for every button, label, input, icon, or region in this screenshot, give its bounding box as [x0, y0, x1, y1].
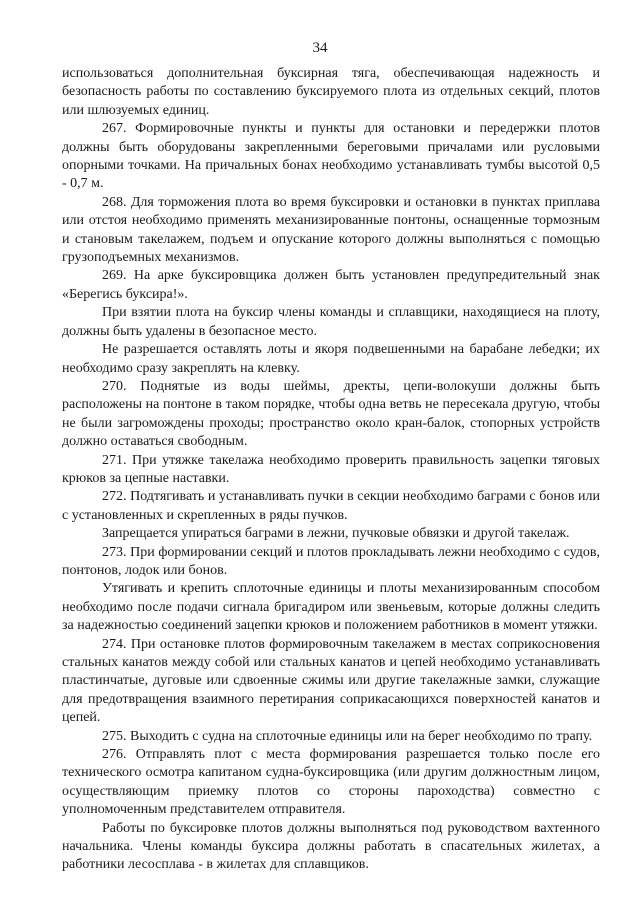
- paragraph-269-towing: При взятии плота на буксир члены команды и сплавщики, находящиеся на плоту, должны быть удалены в безопасное место.: [62, 305, 600, 339]
- paragraph-271: 271. При утяжке такелажа необходимо проверить правильность зацепки тяговых крюков за цепные наставки.: [62, 452, 600, 486]
- paragraph-270: 270. Поднятые из воды шеймы, дректы, цепи-волокуши должны быть расположены на понтоне в таком порядке, чтобы одна ветвь не пересекала другую, чтобы не были загромождены проходы; пространство около кран-балок, стопорных устройств должно оставаться свободным.: [62, 378, 600, 450]
- paragraph-272-prohibition: Запрещается упираться баграми в лежни, пучковые обвязки и другой такелаж.: [102, 526, 570, 542]
- paragraph-274: 274. При остановке плотов формировочным такелажем в местах соприкосновения стальных канатов между собой или стальных канатов и цепей необходимо устанавливать пластинчатые, дуговые или сдвоенные сжимы или другие такелажные замки, служащие для предотвращения взаимного перетирания соприкасающихся поверхностей канатов и цепей.: [62, 636, 600, 726]
- page-number: 34: [312, 40, 328, 56]
- paragraph-273-tightening: Утягивать и крепить сплоточные единицы и плоты механизированным способом необходимо после подачи сигнала бригадиром или звеньевым, которые должны следить за надежностью соединений зацепки крюков и положением работников в момент утяжки.: [62, 581, 600, 634]
- paragraph-275: 275. Выходить с судна на сплоточные единицы или на берег необходимо по трапу.: [102, 728, 593, 744]
- paragraph-269: 269. На арке буксировщика должен быть установлен предупредительный знак «Берегись буксира!».: [62, 268, 600, 302]
- paragraph-267: 267. Формировочные пункты и пункты для остановки и передержки плотов должны быть оборудованы закрепленными береговыми причалами или русловыми опорными точками. На причальных бонах необходимо устанавливать тумбы высотой 0,5 - 0,7 м.: [62, 121, 600, 192]
- paragraph-268: 268. Для торможения плота во время буксировки и остановки в пунктах приплава или отстоя необходимо применять механизированные понтоны, оснащенные тормозным и становым такелажем, подъем и опускание которого должны выполняться с помощью грузоподъемных механизмов.: [62, 194, 600, 266]
- paragraph-continuation: использоваться дополнительная буксирная тяга, обеспечивающая надежность и безопасность работы по составлению буксируемого плота из отдельных секций, плотов или шлюзуемых единиц.: [62, 66, 600, 118]
- paragraph-273: 273. При формировании секций и плотов прокладывать лежни необходимо с судов, понтонов, лодок или бонов.: [62, 544, 600, 578]
- paragraph-269-anchors: Не разрешается оставлять лоты и якоря подвешенными на барабане лебедки; их необходимо сразу закреплять на клевку.: [62, 342, 600, 376]
- body-text: [62, 65, 600, 875]
- paragraph-272: 272. Подтягивать и устанавливать пучки в секции необходимо баграми с бонов или с установленных и скрепленных в ряды пучков.: [62, 489, 600, 523]
- paragraph-276: 276. Отправлять плот с места формирования разрешается только после его технического осмотра капитаном судна-буксировщика (или другим должностным лицом, осуществляющим приемку плотов со стороны пароходства) совместно с уполномоченным представителем отправителя.: [62, 747, 600, 818]
- paragraph-276-supervision: Работы по буксировке плотов должны выполняться под руководством вахтенного начальника. Члены команды буксира должны работать в спасательных жилетах, а работники лесосплава - в жилетах для сплавщиков.: [62, 820, 600, 873]
